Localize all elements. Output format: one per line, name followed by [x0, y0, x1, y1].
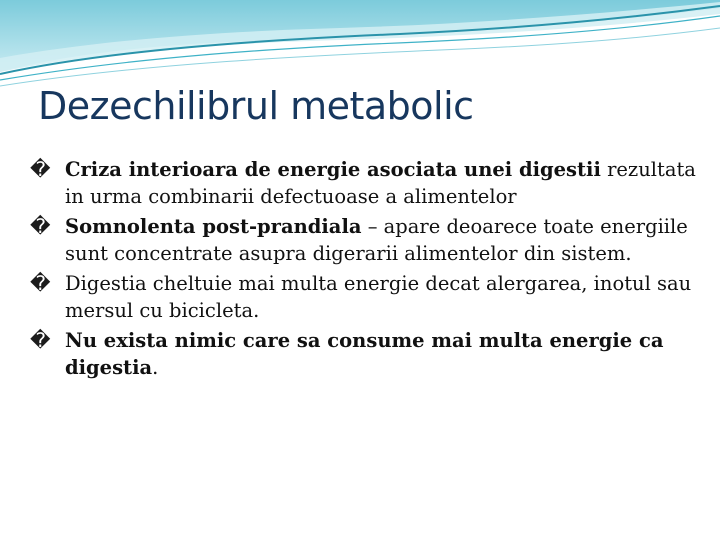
bullet-text: – apare deoarece toate energiile sunt concentrate asupra digerarii alimentelor din sistem. [65, 215, 688, 265]
slide-title: Dezechilibrul metabolic [38, 84, 474, 128]
bullet-item [30, 156, 700, 210]
bullet-item [30, 270, 700, 324]
decorative-wave-header [0, 0, 720, 90]
bullet-item [30, 327, 700, 381]
bullet-text: Digestia cheltuie mai multa energie decat alergarea, inotul sau mersul cu bicicleta. [65, 272, 692, 322]
bullet-item [30, 213, 700, 267]
bullet-list [30, 156, 700, 384]
bullet-bold-text: Somnolenta post-prandiala [65, 215, 362, 238]
bullet-marker-icon: � [30, 328, 51, 352]
bullet-bold-text: Nu exista nimic care sa consume mai multa energie ca digestia [65, 329, 664, 379]
bullet-bold-text: Criza interioara de energie asociata unei digestii [65, 158, 601, 181]
bullet-marker-icon: � [30, 271, 51, 295]
bullet-text: rezultata in urma combinarii defectuoase a alimentelor [65, 158, 696, 208]
bullet-marker-icon: � [30, 214, 51, 238]
bullet-text: . [152, 356, 159, 379]
bullet-marker-icon: � [30, 157, 51, 181]
